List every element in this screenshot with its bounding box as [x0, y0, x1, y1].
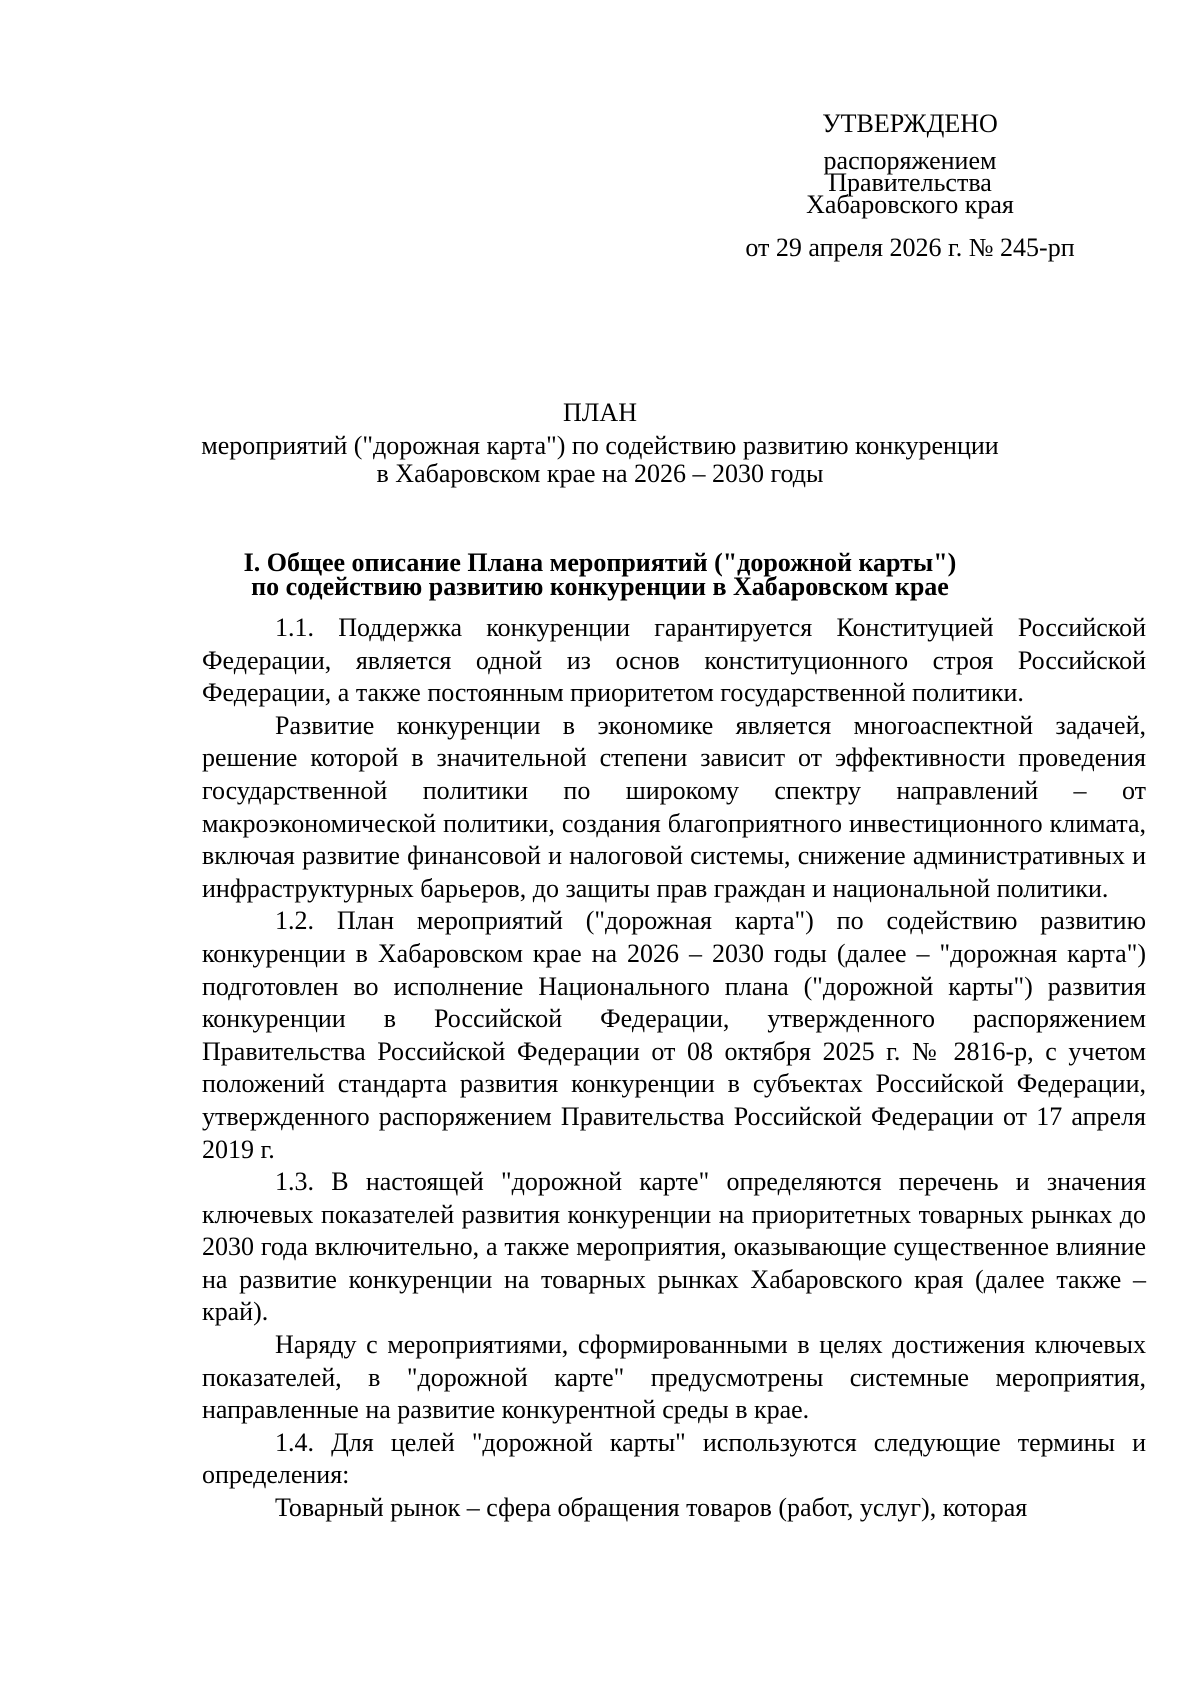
paragraph: 1.2. План мероприятий ("дорожная карта") по содействию развитию конкуренции в Хабаровском крае на 2026 – 2030 годы (далее – "дорожная карта") подготовлен во исполнение Национального плана ("дорожной карты") развития конкуренции в Российской Федерации, утвержденного распоряжением Правительства Российской Федерации от 08 октября 2025 г. № 2816-р, с учетом положений стандарта развития конкуренции в субъектах Российской Федерации, утвержденного распоряжением Правительства Российской Федерации от 17 апреля 2019 г. — [202, 906, 1146, 1164]
plan-subtitle-line: мероприятий ("дорожная карта") по содействию развитию конкуренции — [201, 431, 999, 460]
plan-subtitle-line: в Хабаровском крае на 2026 – 2030 годы — [376, 459, 824, 488]
section-heading — [0, 548, 1200, 601]
paragraph: 1.4. Для целей "дорожной карты" используются следующие термины и определения: — [202, 1427, 1146, 1490]
paragraph: 1.1. Поддержка конкуренции гарантируется Конституцией Российской Федерации, является одной из основ конституционного строя Российской Федерации, а также постоянным приоритетом государственной политики. — [202, 613, 1146, 708]
section-heading-line: I. Общее описание Плана мероприятий ("дорожной карты") — [243, 548, 957, 577]
paragraph: Товарный рынок – сфера обращения товаров (работ, услуг), которая — [275, 1493, 1028, 1523]
approval-stamp — [745, 108, 1075, 262]
approval-heading: УТВЕРЖДЕНО — [822, 109, 998, 138]
approval-date: от 29 апреля 2026 г. № 245-рп — [745, 233, 1075, 262]
paragraph: 1.3. В настоящей "дорожной карте" определяются перечень и значения ключевых показателей развития конкуренции на приоритетных товарных рынках до 2030 года включительно, а также мероприятия, оказывающие существенное влияние на развитие конкуренции на товарных рынках Хабаровского края (далее также – край). — [202, 1167, 1146, 1327]
paragraph: Наряду с мероприятиями, сформированными в целях достижения ключевых показателей, в "дорожной карте" предусмотрены системные мероприятия, направленные на развитие конкурентной среды в крае. — [202, 1330, 1146, 1425]
approval-line: распоряжением — [823, 146, 997, 175]
plan-title: ПЛАН — [563, 398, 637, 427]
paragraph: Развитие конкуренции в экономике является многоаспектной задачей, решение которой в значительной степени зависит от эффективности проведения государственной политики по широкому спектру направлений – от макроэкономической политики, создания благоприятного инвестиционного климата, включая развитие финансовой и налоговой системы, снижение административных и инфраструктурных барьеров, до защиты прав граждан и национальной политики. — [202, 710, 1146, 903]
document-body — [202, 612, 1146, 1525]
approval-line: Хабаровского края — [806, 190, 1014, 219]
plan-title-block — [0, 396, 1200, 486]
approval-line: Правительства — [828, 168, 992, 197]
section-heading-line: по содействию развитию конкуренции в Хабаровском крае — [251, 572, 949, 601]
